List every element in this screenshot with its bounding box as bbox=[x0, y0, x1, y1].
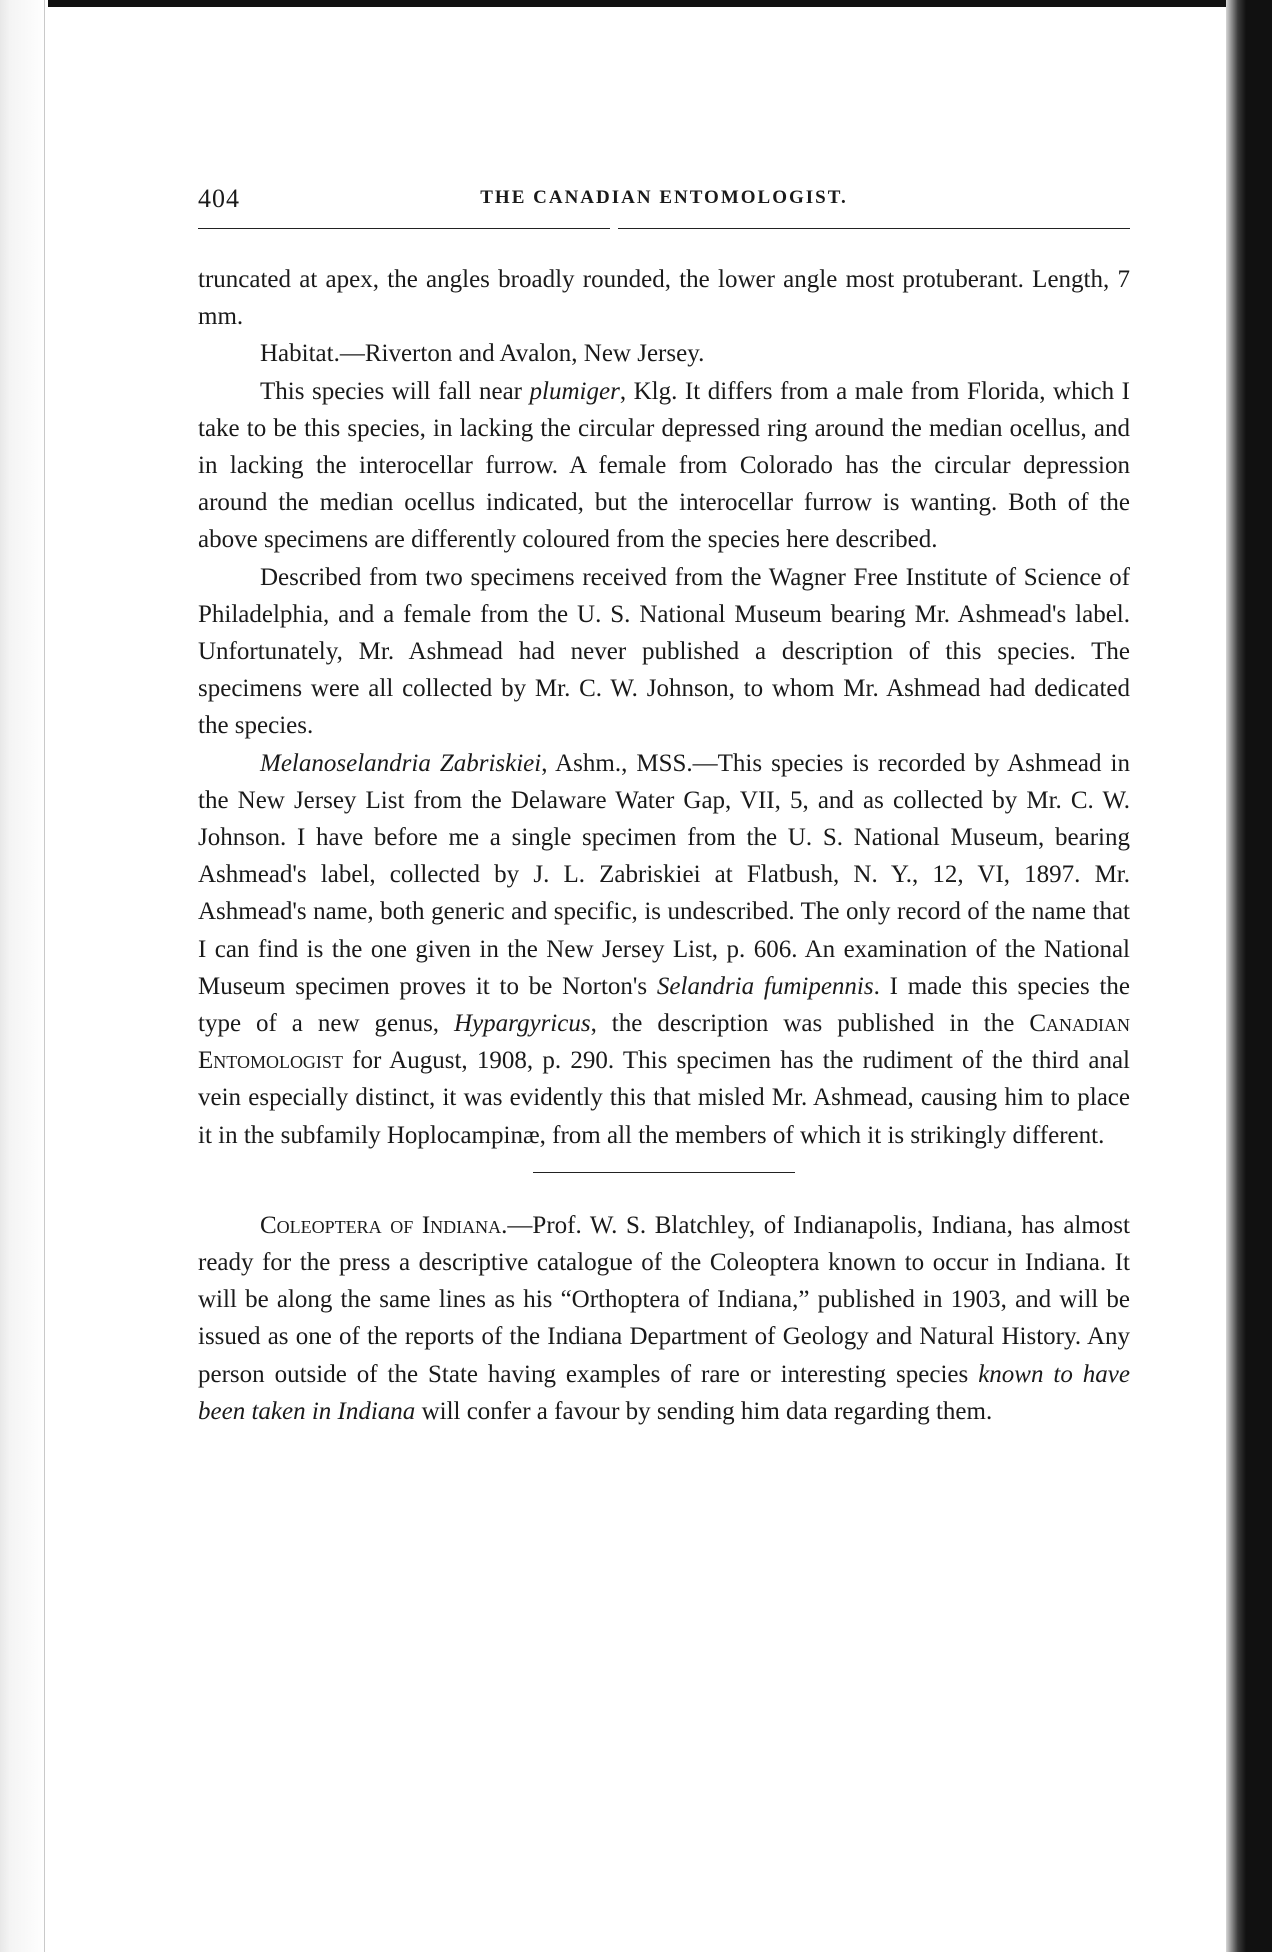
article-body bbox=[198, 261, 1130, 1430]
paragraph-habitat: Habitat.—Riverton and Avalon, New Jersey. bbox=[260, 340, 705, 368]
header-rule-right bbox=[618, 228, 1130, 229]
text-run: —Prof. W. S. Blatchley, of Indianapolis, Indiana, has almost ready for the press a descriptive catalogue of the Coleoptera known to occur in Indiana. It will be along the same lines as his “Orthoptera of Indiana,” published in 1903, and will be issued as one of the reports of the Indiana Department of Geology and Natural History. Any person outside of the State having examples of rare or interesting species bbox=[198, 1211, 1130, 1388]
section-divider bbox=[533, 1172, 795, 1173]
journal-page bbox=[198, 170, 1130, 1430]
text-run: for August, 1908, p. 290. This specimen has the rudiment of the third anal vein especially distinct, it was evidently this that misled Mr. Ashmead, causing him to place it in the subfamily Hoplocampinæ, from all the members of which it is strikingly different. bbox=[198, 1047, 1130, 1149]
paragraph-description-end: truncated at apex, the angles broadly rounded, the lower angle most protuberant. Length, 7 mm. bbox=[198, 266, 1130, 331]
text-run: will confer a favour by sending him data regarding them. bbox=[415, 1397, 993, 1425]
text-run: , Klg. It differs from a male from Florida, which I take to be this species, in lacking the circular depressed ring around the median ocellus, and in lacking the interocellar furrow. A female from Colorado has the circular depression around the median ocellus indicated, but the interocellar furrow is wanting. Both of the above specimens are differently coloured from the species here described. bbox=[198, 377, 1130, 554]
notice-heading: Coleoptera of Indiana. bbox=[260, 1211, 508, 1239]
header-rule-left bbox=[198, 228, 610, 229]
genus-name: Hypargyricus bbox=[454, 1010, 591, 1038]
species-name: plumiger bbox=[529, 377, 620, 405]
species-name: Selandria fumipennis bbox=[656, 972, 874, 1000]
text-run: This species will fall near bbox=[260, 377, 530, 405]
paragraph-specimens: Described from two specimens received from the Wagner Free Institute of Science of Philadelphia, and a female from the U. S. National Museum bearing Mr. Ashmead's label. Unfortunately, Mr. Ashmead had never published a description of this species. The specimens were all collected by Mr. C. W. Johnson, to whom Mr. Ashmead had dedicated the species. bbox=[198, 563, 1130, 740]
paragraph-coleoptera-notice bbox=[198, 1207, 1130, 1430]
emphasis: known to have been taken in Indiana bbox=[198, 1360, 1130, 1425]
journal-reference: Canadian Entomologist bbox=[198, 1010, 1130, 1075]
text-run: . I made this species the type of a new genus, bbox=[198, 972, 1130, 1038]
text-run: , Ashm., MSS.—This species is recorded by Ashmead in the New Jersey List from the Delaware Water Gap, VII, 5, and as collected by Mr. C. W. Johnson. I have before me a single specimen from the U. S. National Museum, bearing Ashmead's label, collected by J. L. Zabriskiei at Flatbush, N. Y., 12, VI, 1897. Mr. Ashmead's name, both generic and specific, is undescribed. The only record of the name that I can find is the one given in the New Jersey List, p. 606. An examination of the National Museum specimen proves it to be Norton's bbox=[198, 749, 1130, 1000]
journal-title: THE CANADIAN ENTOMOLOGIST. bbox=[480, 187, 848, 208]
scan-left-margin bbox=[0, 0, 48, 1952]
scan-top-border bbox=[0, 0, 1272, 7]
species-name: Melanoselandria Zabriskiei bbox=[260, 749, 542, 777]
scan-right-border bbox=[1226, 0, 1272, 1952]
paragraph-melanoselandria bbox=[198, 745, 1130, 1154]
running-head bbox=[198, 170, 1130, 214]
text-run: , the description was published in the bbox=[590, 1010, 1030, 1038]
page-number: 404 bbox=[198, 184, 240, 213]
paragraph-comparison bbox=[198, 373, 1130, 559]
